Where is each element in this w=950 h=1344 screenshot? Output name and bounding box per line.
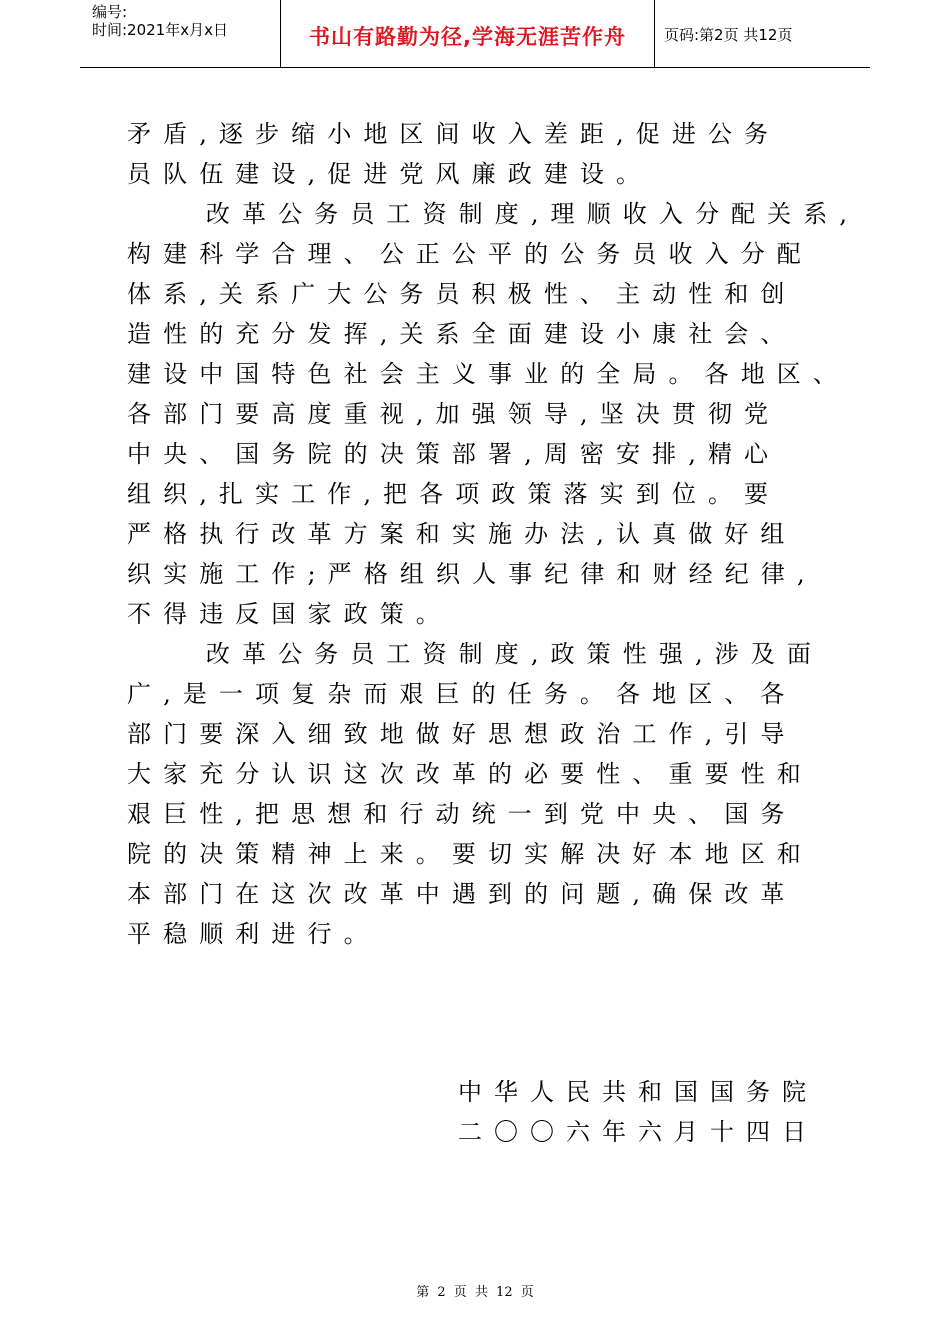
number-label: 编号: xyxy=(92,3,128,21)
header-page-info-cell xyxy=(655,0,870,68)
header-motto: 书山有路勤为径,学海无涯苦作舟 xyxy=(309,25,626,49)
body-line: 本部门在这次改革中遇到的问题,确保改革 xyxy=(127,880,797,908)
page-header xyxy=(80,0,870,68)
body-line: 大家充分认识这次改革的必要性、重要性和 xyxy=(127,760,813,788)
body-line: 构建科学合理、公正公平的公务员收入分配 xyxy=(127,240,813,268)
header-meta xyxy=(80,0,281,68)
header-page-info: 页码:第2页 共12页 xyxy=(664,25,793,44)
body-line: 织实施工作;严格组织人事纪律和财经纪律, xyxy=(127,560,817,588)
body-line: 矛盾,逐步缩小地区间收入差距,促进公务 xyxy=(127,120,781,148)
footer-page-number: 第 2 页 共 12 页 xyxy=(416,1285,534,1300)
body-line: 艰巨性,把思想和行动统一到党中央、国务 xyxy=(127,800,797,828)
body-line: 员队伍建设,促进党风廉政建设。 xyxy=(127,160,653,188)
body-line: 部门要深入细致地做好思想政治工作,引导 xyxy=(127,720,797,748)
body-line: 造性的充分发挥,关系全面建设小康社会、 xyxy=(127,320,797,348)
body-line: 平稳顺利进行。 xyxy=(127,920,380,948)
time-label: 时间:2021年x月x日 xyxy=(92,21,228,39)
body-line: 院的决策精神上来。要切实解决好本地区和 xyxy=(127,840,813,868)
body-line: 改革公务员工资制度,政策性强,涉及面 xyxy=(127,640,823,668)
body-line: 体系,关系广大公务员积极性、主动性和创 xyxy=(127,280,797,308)
signature-org: 中华人民共和国国务院 xyxy=(458,1078,818,1106)
body-line: 建设中国特色社会主义事业的全局。各地区、 xyxy=(127,360,849,388)
body-line: 组织,扎实工作,把各项政策落实到位。要 xyxy=(127,480,781,508)
body-line: 改革公务员工资制度,理顺收入分配关系, xyxy=(127,200,860,228)
header-motto-cell xyxy=(281,0,655,68)
body-line: 严格执行改革方案和实施办法,认真做好组 xyxy=(127,520,797,548)
document-body xyxy=(127,114,860,954)
signature-date: 二〇〇六年六月十四日 xyxy=(458,1118,818,1146)
signature-block xyxy=(458,1072,818,1152)
body-line: 中央、国务院的决策部署,周密安排,精心 xyxy=(127,440,781,468)
body-line: 广,是一项复杂而艰巨的任务。各地区、各 xyxy=(127,680,797,708)
page-footer xyxy=(0,1281,950,1300)
body-line: 各部门要高度重视,加强领导,坚决贯彻党 xyxy=(127,400,781,428)
body-line: 不得违反国家政策。 xyxy=(127,600,452,628)
